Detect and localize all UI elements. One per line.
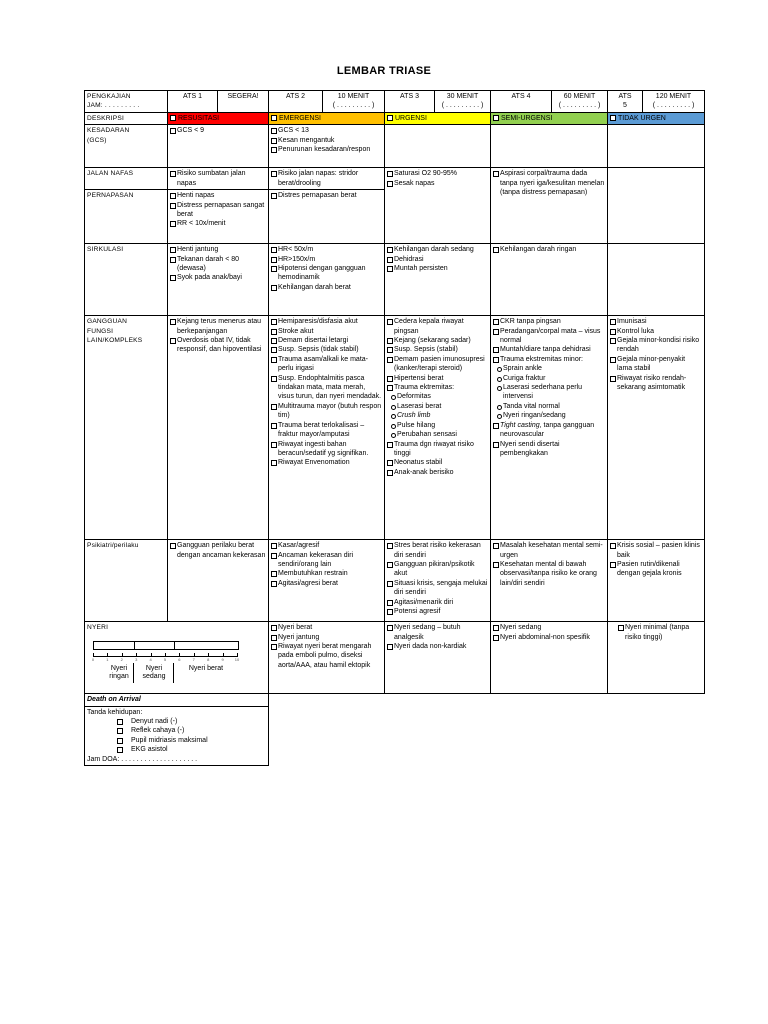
criteria-list xyxy=(493,364,605,420)
nyeri-ats3 xyxy=(385,622,491,694)
sirkulasi-ats2 xyxy=(269,244,385,316)
criteria-item[interactable]: Nyeri ringan/sedang xyxy=(497,411,605,420)
criteria-list xyxy=(271,541,382,588)
jalan-nafas-ats1 xyxy=(168,168,269,190)
psikiatri-ats4 xyxy=(491,540,608,622)
criteria-item[interactable]: Nyeri berat xyxy=(271,623,382,632)
pain-scale-tick-label: 2 xyxy=(120,656,123,662)
criteria-item[interactable]: Kejang (sekarang sadar) xyxy=(387,336,488,345)
ats5-label: ATS 5 xyxy=(608,91,643,113)
criteria-list xyxy=(170,169,266,188)
criteria-item[interactable]: Hipotensi dengan gangguan hemodinamik xyxy=(271,264,382,283)
criteria-item[interactable]: Stres berat risiko kekerasan diri sendiri xyxy=(387,541,488,560)
kesadaran-ats5 xyxy=(608,125,705,168)
criteria-item[interactable]: Gangguan perilaku berat dengan ancaman kekerasan xyxy=(170,541,266,560)
criteria-item[interactable]: Demam disertai letargi xyxy=(271,336,382,345)
criteria-item[interactable]: Riwayat ingesti bahan beracun/sedatif yg signifikan. xyxy=(271,440,382,459)
criteria-item[interactable]: Nyeri sedang – butuh analgesik xyxy=(387,623,488,642)
criteria-item[interactable]: Kasar/agresif xyxy=(271,541,382,550)
jalan-nafas-ats2 xyxy=(269,168,385,190)
criteria-list xyxy=(170,317,266,355)
criteria-item[interactable]: GCS < 13 xyxy=(271,126,382,135)
checkbox-icon xyxy=(610,115,616,121)
pain-cat-divider xyxy=(173,663,174,683)
pain-scale-tick-label: 6 xyxy=(178,656,181,662)
criteria-item[interactable]: HR< 50x/m xyxy=(271,245,382,254)
kesadaran-ats4 xyxy=(491,125,608,168)
kesadaran-ats1 xyxy=(168,125,269,168)
sirkulasi-ats3 xyxy=(385,244,491,316)
criteria-item[interactable]: Trauma dgn riwayat risiko tinggi xyxy=(387,440,488,459)
criteria-item[interactable]: Agitasi/agresi berat xyxy=(271,579,382,588)
page-title: LEMBAR TRIASE xyxy=(336,65,432,77)
criteria-list xyxy=(493,169,605,197)
pain-scale-tick-label: 4 xyxy=(149,656,152,662)
ats2-time: 10 MENIT ( . . . . . . . . . ) xyxy=(323,91,385,113)
criteria-item[interactable]: Overdosis obat IV, tidak responsif, dan hipoventilasi xyxy=(170,336,266,355)
nyeri-ats4 xyxy=(491,622,608,694)
criteria-item[interactable]: Kehilangan darah sedang xyxy=(387,245,488,254)
criteria-item[interactable]: Distress pernapasan sangat berat xyxy=(170,201,266,220)
ats3-time: 30 MENIT ( . . . . . . . . . ) xyxy=(435,91,491,113)
gangguan-ats3 xyxy=(385,316,491,540)
criteria-item[interactable]: Kesan mengantuk xyxy=(271,136,382,145)
criteria-item[interactable]: Riwayat risiko rendah-sekarang asimtomatik xyxy=(610,374,702,393)
pain-scale-divider xyxy=(174,641,175,650)
psikiatri-ats1 xyxy=(168,540,269,622)
criteria-item[interactable]: Situasi krisis, sengaja melukai diri sendiri xyxy=(387,579,488,598)
pernapasan-label: PERNAPASAN xyxy=(85,190,168,244)
criteria-item[interactable]: Susp. Sepsis (tidak stabil) xyxy=(271,345,382,354)
criteria-item[interactable]: Tekanan darah < 80 (dewasa) xyxy=(170,255,266,274)
nyeri-ats5 xyxy=(608,622,705,694)
pernapasan-ats2 xyxy=(269,190,385,244)
urgensi-cell[interactable]: URGENSI xyxy=(385,113,491,125)
criteria-item[interactable]: Hemiparesis/disfasia akut xyxy=(271,317,382,326)
criteria-item[interactable]: Pupil midriasis maksimal xyxy=(117,736,266,745)
criteria-item[interactable]: Neonatus stabil xyxy=(387,458,488,467)
doa-row xyxy=(85,694,705,706)
criteria-item[interactable]: Susp. Sepsis (stabil) xyxy=(387,345,488,354)
pain-scale xyxy=(87,637,240,683)
jalan-nafas-ats4 xyxy=(491,168,608,244)
criteria-item[interactable]: Cedera kepala riwayat pingsan xyxy=(387,317,488,336)
psikiatri-label: Psikiatri/perilaku xyxy=(85,540,168,622)
psikiatri-ats5 xyxy=(608,540,705,622)
criteria-item[interactable]: Pulse hilang xyxy=(391,421,488,430)
criteria-list xyxy=(387,392,488,439)
pain-scale-divider xyxy=(134,641,135,650)
criteria-item[interactable]: Potensi agresif xyxy=(387,607,488,616)
triage-table xyxy=(84,90,705,766)
criteria-list xyxy=(610,541,702,579)
gangguan-ats1 xyxy=(168,316,269,540)
criteria-item[interactable]: Ancaman kekerasan diri sendiri/orang lain xyxy=(271,551,382,570)
criteria-item[interactable]: Deformitas xyxy=(391,392,488,401)
criteria-list xyxy=(387,317,488,392)
criteria-list xyxy=(493,245,605,254)
criteria-item[interactable]: Anak-anak berisiko xyxy=(387,468,488,477)
criteria-item[interactable]: Kontrol luka xyxy=(610,327,702,336)
deskripsi-label: DESKRIPSI xyxy=(85,113,168,125)
criteria-item[interactable]: Curiga fraktur xyxy=(497,374,605,383)
criteria-item[interactable]: Nyeri dada non-kardiak xyxy=(387,642,488,651)
criteria-list xyxy=(271,191,382,200)
criteria-item[interactable]: Dehidrasi xyxy=(387,255,488,264)
pain-cat-berat: Nyeri berat xyxy=(188,664,224,672)
criteria-item[interactable]: Perubahan sensasi xyxy=(391,430,488,439)
criteria-list xyxy=(493,317,605,364)
criteria-list xyxy=(271,126,382,154)
criteria-item[interactable]: Denyut nadi (-) xyxy=(117,717,266,726)
criteria-item[interactable]: Imunisasi xyxy=(610,317,702,326)
criteria-item[interactable]: Nyeri minimal (tanpa risiko tinggi) xyxy=(618,623,702,642)
criteria-item[interactable]: Nyeri sedang xyxy=(493,623,605,632)
criteria-item[interactable]: Syok pada anak/bayi xyxy=(170,273,266,282)
checkbox-icon xyxy=(170,115,176,121)
pengkajian-cell: PENGKAJIAN JAM: . . . . . . . . . xyxy=(85,91,168,113)
pain-scale-tick-label: 8 xyxy=(207,656,210,662)
ats4-time: 60 MENIT ( . . . . . . . . . ) xyxy=(552,91,608,113)
jalan-nafas-label: JALAN NAFAS xyxy=(85,168,168,190)
criteria-list xyxy=(271,245,382,292)
criteria-item[interactable]: Gangguan pikiran/psikotik akut xyxy=(387,560,488,579)
criteria-item[interactable]: EKG asistol xyxy=(117,745,266,754)
criteria-item[interactable]: Trauma berat terlokalisasi – fraktur mayor/amputasi xyxy=(271,421,382,440)
sirkulasi-row xyxy=(85,244,705,316)
psikiatri-ats2 xyxy=(269,540,385,622)
criteria-item[interactable]: Nyeri abdominal-non spesifik xyxy=(493,633,605,642)
criteria-item[interactable]: Trauma ektremitas: xyxy=(387,383,488,392)
doa-detail: Tanda kehidupan: Denyut nadi (-) Reflek cahaya (-) Pupil midriasis maksimal EKG asistol Jam DOA: . . . . . . . . . . . . . . . . . . . . xyxy=(85,706,269,765)
pain-scale-tick-label: 7 xyxy=(192,656,195,662)
criteria-list xyxy=(170,541,266,560)
criteria-item[interactable]: Muntah/diare tanpa dehidrasi xyxy=(493,345,605,354)
nyeri-row xyxy=(85,622,705,694)
checkbox-icon xyxy=(271,115,277,121)
ats4-label: ATS 4 xyxy=(491,91,552,113)
criteria-item[interactable]: Muntah persisten xyxy=(387,264,488,273)
sirkulasi-ats1 xyxy=(168,244,269,316)
criteria-item[interactable]: GCS < 9 xyxy=(170,126,266,135)
pain-scale-tick-label: 5 xyxy=(163,656,167,662)
criteria-item[interactable]: Kesehatan mental di bawah observasi/tanpa risiko ke orang lain/diri sendiri xyxy=(493,560,605,588)
kesadaran-label: KESADARAN (GCS) xyxy=(85,125,168,168)
criteria-list xyxy=(271,623,382,670)
criteria-item[interactable]: Laserasi berat xyxy=(391,402,488,411)
criteria-item[interactable]: Demam pasien imunosupresi (kanker/terapi steroid) xyxy=(387,355,488,374)
criteria-item[interactable]: Pasien rutin/dikenali dengan gejala kronis xyxy=(610,560,702,579)
criteria-item[interactable]: Aspirasi corpal/trauma dada tanpa nyeri iga/kesulitan menelan (tanpa distress pernapasan) xyxy=(493,169,605,197)
criteria-list xyxy=(493,623,605,642)
header-row xyxy=(85,91,705,113)
criteria-list xyxy=(493,421,605,459)
pain-scale-tick-label: 1 xyxy=(106,656,109,662)
criteria-item[interactable]: Agitasi/menarik diri xyxy=(387,598,488,607)
tidak-urgen-cell[interactable]: TIDAK URGEN xyxy=(608,113,705,125)
criteria-list xyxy=(387,541,488,616)
criteria-item[interactable]: Reflek cahaya (-) xyxy=(117,726,266,735)
criteria-item[interactable]: Kehilangan darah ringan xyxy=(493,245,605,254)
gangguan-label: GANGGUAN FUNGSI LAIN/KOMPLEKS xyxy=(85,316,168,540)
criteria-item[interactable]: Nyeri sendi disertai pembengkakan xyxy=(493,440,605,459)
jalan-nafas-row xyxy=(85,168,705,190)
criteria-item[interactable]: Tanda vital normal xyxy=(497,402,605,411)
criteria-list xyxy=(170,191,266,229)
criteria-item[interactable]: RR < 10x/menit xyxy=(170,219,266,228)
ats3-label: ATS 3 xyxy=(385,91,435,113)
nyeri-label: NYERI xyxy=(87,624,109,632)
criteria-list xyxy=(493,541,605,588)
gangguan-ats2 xyxy=(269,316,385,540)
semi-urgensi-cell[interactable]: SEMI-URGENSI xyxy=(491,113,608,125)
ats1-label: ATS 1 xyxy=(168,91,218,113)
criteria-item[interactable]: Trauma ekstremitas minor: xyxy=(493,355,605,364)
jalan-nafas-ats5 xyxy=(608,168,705,244)
criteria-item[interactable]: Krisis sosial – pasien klinis baik xyxy=(610,541,702,560)
criteria-item[interactable]: Distres pernapasan berat xyxy=(271,191,382,200)
resusitasi-cell[interactable]: RESUSITASI xyxy=(168,113,269,125)
criteria-item[interactable]: Kehilangan darah berat xyxy=(271,283,382,292)
criteria-item[interactable]: Gejala minor-kondisi risiko rendah xyxy=(610,336,702,355)
kesadaran-ats3 xyxy=(385,125,491,168)
pain-cat-ringan: Nyeri ringan xyxy=(109,664,129,681)
deskripsi-row xyxy=(85,113,705,125)
criteria-item[interactable]: Stroke akut xyxy=(271,327,382,336)
pernapasan-ats1 xyxy=(168,190,269,244)
sirkulasi-label: SIRKULASI xyxy=(85,244,168,316)
gangguan-ats5 xyxy=(608,316,705,540)
criteria-list xyxy=(170,245,266,283)
doa-empty xyxy=(269,694,705,766)
criteria-item[interactable]: Riwayat nyeri berat mengarah pada emboli pulmo, diseksi aorta/AAA, atau hamil ektopik xyxy=(271,642,382,670)
psikiatri-row xyxy=(85,540,705,622)
criteria-list xyxy=(271,169,382,188)
criteria-list xyxy=(387,169,488,188)
criteria-item[interactable]: Riwayat Envenomation xyxy=(271,458,382,467)
doa-label: Death on Arrival xyxy=(85,694,269,706)
criteria-list xyxy=(387,440,488,478)
emergensi-cell[interactable]: EMERGENSI xyxy=(269,113,385,125)
criteria-list xyxy=(271,317,382,468)
criteria-item[interactable]: Tight casting, tanpa gangguan neurovascular xyxy=(493,421,605,440)
criteria-item[interactable]: CKR tanpa pingsan xyxy=(493,317,605,326)
criteria-item[interactable]: Gejala minor-penyakit lama stabil xyxy=(610,355,702,374)
nyeri-cell xyxy=(85,622,269,694)
pain-cat-sedang: Nyeri sedang xyxy=(142,664,166,681)
pain-scale-bar xyxy=(93,641,239,650)
ats2-label: ATS 2 xyxy=(269,91,323,113)
criteria-item[interactable]: Sprain ankle xyxy=(497,364,605,373)
criteria-item[interactable]: Kejang terus menerus atau berkepanjangan xyxy=(170,317,266,336)
criteria-item[interactable]: Membutuhkan restrain xyxy=(271,569,382,578)
criteria-list xyxy=(87,717,266,755)
criteria-item[interactable]: Nyeri jantung xyxy=(271,633,382,642)
kesadaran-row xyxy=(85,125,705,168)
criteria-item[interactable]: Laserasi sederhana perlu intervensi xyxy=(497,383,605,402)
criteria-list xyxy=(170,126,266,135)
criteria-item[interactable]: Crush limb xyxy=(391,411,488,420)
criteria-list xyxy=(387,245,488,273)
criteria-item[interactable]: Trauma asam/alkali ke mata- perlu irigasi xyxy=(271,355,382,374)
criteria-list xyxy=(610,623,702,642)
criteria-item[interactable]: Henti jantung xyxy=(170,245,266,254)
criteria-item[interactable]: Masalah kesehatan mental semi-urgen xyxy=(493,541,605,560)
sirkulasi-ats4 xyxy=(491,244,608,316)
pain-scale-tick-label: 9 xyxy=(221,656,224,662)
pain-scale-tick-label: 3 xyxy=(135,656,138,662)
criteria-item[interactable]: Hipertensi berat xyxy=(387,374,488,383)
criteria-list xyxy=(387,623,488,651)
criteria-item[interactable]: Henti napas xyxy=(170,191,266,200)
criteria-item[interactable]: Risiko sumbatan jalan napas xyxy=(170,169,266,188)
criteria-item[interactable]: Risiko jalan napas: stridor berat/drooling xyxy=(271,169,382,188)
criteria-item[interactable]: Peradangan/corpal mata – visus normal xyxy=(493,327,605,346)
criteria-list xyxy=(610,317,702,392)
nyeri-ats2 xyxy=(269,622,385,694)
pain-scale-tick-label: 10 xyxy=(234,656,240,662)
criteria-item[interactable]: Susp. Endophtalmitis pasca tindakan mata, mata merah, visus turun, dan nyeri mendadak. xyxy=(271,374,382,402)
criteria-item[interactable]: Sesak napas xyxy=(387,179,488,188)
gangguan-row xyxy=(85,316,705,540)
criteria-item[interactable]: Multitrauma mayor (butuh respon tim) xyxy=(271,402,382,421)
checkbox-icon xyxy=(493,115,499,121)
psikiatri-ats3 xyxy=(385,540,491,622)
segera-label: SEGERA! xyxy=(218,91,269,113)
ats5-time: 120 MENIT ( . . . . . . . . . ) xyxy=(643,91,705,113)
criteria-item[interactable]: Saturasi O2 90-95% xyxy=(387,169,488,178)
criteria-item[interactable]: Penurunan kesadaran/respon xyxy=(271,145,382,154)
criteria-item[interactable]: HR>150x/m xyxy=(271,255,382,264)
jalan-nafas-ats3 xyxy=(385,168,491,244)
sirkulasi-ats5 xyxy=(608,244,705,316)
kesadaran-ats2 xyxy=(269,125,385,168)
checkbox-icon xyxy=(387,115,393,121)
gangguan-ats4 xyxy=(491,316,608,540)
pain-scale-tick-label: 0 xyxy=(91,656,95,662)
